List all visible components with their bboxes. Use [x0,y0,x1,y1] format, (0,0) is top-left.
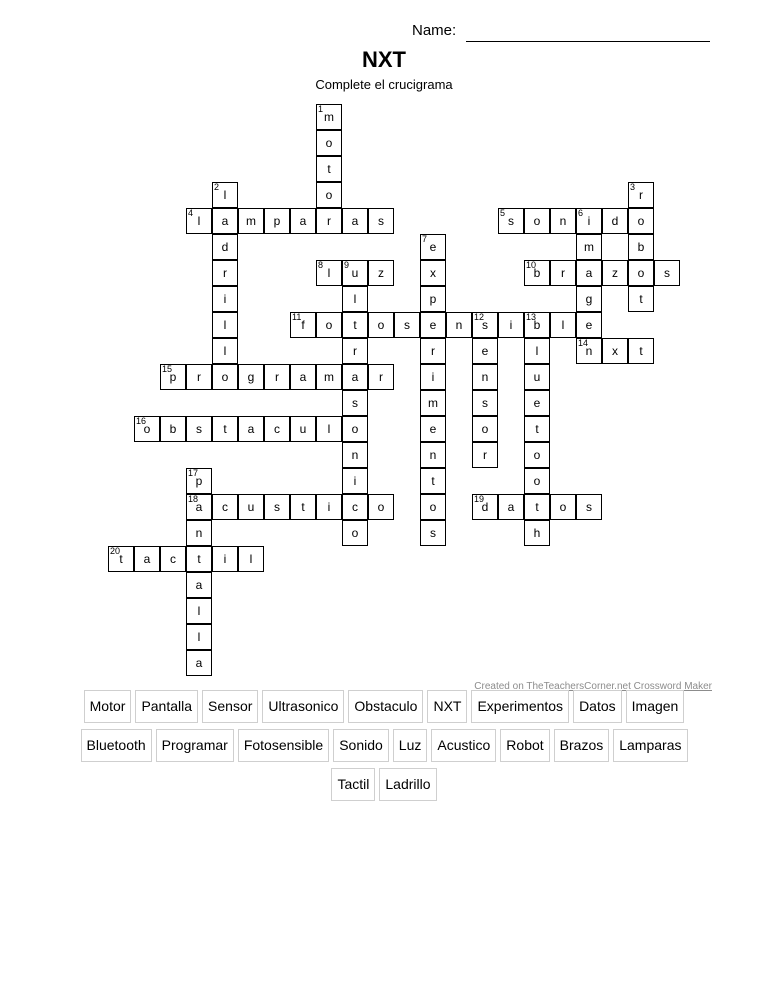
crossword-cell[interactable] [342,468,368,494]
cell-letter: o [481,422,489,436]
crossword-cell[interactable] [316,156,342,182]
crossword-cell[interactable] [186,546,212,572]
cell-letter: r [275,370,279,384]
crossword-cell[interactable] [472,364,498,390]
crossword-cell[interactable] [524,468,550,494]
word-bank-item: Tactil [331,768,375,801]
clue-number: 17 [188,468,199,478]
crossword-cell[interactable] [342,260,368,286]
cell-letter: l [197,214,201,228]
crossword-cell[interactable] [264,364,290,390]
clue-number: 6 [578,208,584,218]
word-bank-item: Pantalla [135,690,198,723]
crossword-cell[interactable] [524,390,550,416]
crossword-cell[interactable] [342,312,368,338]
cell-letter: s [664,266,670,280]
crossword-cell[interactable] [342,286,368,312]
crossword-cell[interactable] [290,494,316,520]
cell-letter: n [351,448,359,462]
crossword-cell[interactable] [290,312,316,338]
crossword-cell[interactable] [212,364,238,390]
cell-letter: n [195,526,203,540]
crossword-cell[interactable] [134,416,160,442]
crossword-cell[interactable] [628,286,654,312]
clue-number: 16 [136,416,147,426]
crossword-cell[interactable] [186,468,212,494]
clue-number: 19 [474,494,485,504]
crossword-cell[interactable] [212,182,238,208]
cell-letter: t [223,422,227,436]
cell-letter: n [585,344,593,358]
crossword-cell[interactable] [628,338,654,364]
crossword-cell[interactable] [446,312,472,338]
crossword-cell[interactable] [368,312,394,338]
cell-letter: s [482,318,488,332]
cell-letter: p [195,474,203,488]
crossword-cell[interactable] [472,494,498,520]
crossword-cell[interactable] [186,364,212,390]
cell-letter: t [327,162,331,176]
cell-letter: i [587,214,591,228]
crossword-cell[interactable] [186,416,212,442]
crossword-cell[interactable] [420,312,446,338]
crossword-cell[interactable] [238,546,264,572]
crossword-cell[interactable] [576,338,602,364]
cell-letter: e [429,422,437,436]
crossword-cell[interactable] [420,416,446,442]
clue-number: 11 [292,312,302,322]
cell-letter: o [533,448,541,462]
cell-letter: o [559,500,567,514]
cell-letter: l [223,188,227,202]
cell-letter: a [299,370,307,384]
clue-number: 4 [188,208,194,218]
crossword-cell[interactable] [472,338,498,364]
cell-letter: u [351,266,359,280]
cell-letter: a [299,214,307,228]
cell-letter: a [143,552,151,566]
crossword-cell[interactable] [212,338,238,364]
word-bank-item: Acustico [431,729,496,762]
crossword-cell[interactable] [316,182,342,208]
clue-number: 5 [500,208,506,218]
cell-letter: o [377,318,385,332]
crossword-cell[interactable] [238,416,264,442]
cell-letter: a [247,422,255,436]
crossword-cell[interactable] [212,208,238,234]
crossword-cell[interactable] [472,416,498,442]
crossword-cell[interactable] [290,208,316,234]
crossword-cell[interactable] [212,546,238,572]
cell-letter: t [639,292,643,306]
cell-letter: b [637,240,645,254]
crossword-cell[interactable] [316,104,342,130]
crossword-cell[interactable] [524,338,550,364]
crossword-cell[interactable] [160,364,186,390]
crossword-cell[interactable] [342,390,368,416]
cell-letter: a [195,500,203,514]
crossword-cell[interactable] [238,364,264,390]
cell-letter: a [585,266,593,280]
cell-letter: o [325,188,333,202]
crossword-cell[interactable] [238,208,264,234]
word-bank-item: Motor [84,690,132,723]
cell-letter: o [377,500,385,514]
cell-letter: n [559,214,567,228]
cell-letter: o [637,266,645,280]
cell-letter: a [195,656,203,670]
cell-letter: m [584,240,594,254]
clue-number: 13 [526,312,537,322]
crossword-cell[interactable] [368,494,394,520]
crossword-cell[interactable] [628,182,654,208]
crossword-cell[interactable] [316,416,342,442]
cell-letter: c [274,422,280,436]
crossword-cell[interactable] [472,312,498,338]
crossword-cell[interactable] [524,312,550,338]
clue-number: 9 [344,260,350,270]
cell-letter: a [351,370,359,384]
cell-letter: u [533,370,541,384]
page-title: NXT [362,47,406,72]
credit-prefix: Created on [474,681,527,692]
crossword-cell[interactable] [420,494,446,520]
cell-letter: l [353,292,357,306]
crossword-cell[interactable] [498,494,524,520]
cell-letter: a [221,214,229,228]
cell-letter: r [431,344,435,358]
crossword-cell[interactable] [524,260,550,286]
cell-letter: g [247,370,255,384]
cell-letter: o [351,526,359,540]
cell-letter: s [404,318,410,332]
cell-letter: o [533,214,541,228]
crossword-cell[interactable] [550,208,576,234]
cell-letter: z [378,266,384,280]
cell-letter: s [430,526,436,540]
cell-letter: t [197,552,201,566]
cell-letter: x [430,266,436,280]
cell-letter: l [561,318,565,332]
word-bank-item: Luz [393,729,428,762]
crossword-cell[interactable] [472,442,498,468]
cell-letter: r [561,266,565,280]
cell-letter: l [327,422,331,436]
crossword-cell[interactable] [290,364,316,390]
crossword-cell[interactable] [602,260,628,286]
cell-letter: o [533,474,541,488]
cell-letter: u [247,500,255,514]
cell-letter: o [325,318,333,332]
cell-letter: p [169,370,177,384]
cell-letter: t [535,422,539,436]
crossword-cell[interactable] [420,234,446,260]
cell-letter: s [352,396,358,410]
crossword-cell[interactable] [602,208,628,234]
crossword-cell[interactable] [420,286,446,312]
crossword-cell[interactable] [264,494,290,520]
crossword-cell[interactable] [420,338,446,364]
crossword-cell[interactable] [420,260,446,286]
cell-letter: b [533,318,541,332]
cell-letter: i [353,474,357,488]
clue-number: 8 [318,260,324,270]
crossword-cell[interactable] [550,494,576,520]
cell-letter: a [507,500,515,514]
crossword-cell[interactable] [238,494,264,520]
crossword-cell[interactable] [576,286,602,312]
word-bank-row [54,768,714,801]
crossword-cell[interactable] [316,208,342,234]
cell-letter: d [611,214,619,228]
crossword-cell[interactable] [628,234,654,260]
crossword-cell[interactable] [498,312,524,338]
clue-number: 20 [110,546,121,556]
cell-letter: t [431,474,435,488]
crossword-cell[interactable] [628,260,654,286]
crossword-cell[interactable] [186,520,212,546]
cell-letter: m [246,214,256,228]
cell-letter: o [325,136,333,150]
word-bank-item: Bluetooth [81,729,152,762]
cell-letter: i [431,370,435,384]
word-bank-row [54,729,714,762]
word-bank-item: Fotosensible [238,729,329,762]
cell-letter: r [483,448,487,462]
cell-letter: b [533,266,541,280]
crossword-cell[interactable] [186,598,212,624]
cell-letter: i [223,292,227,306]
cell-letter: i [223,552,227,566]
cell-letter: s [378,214,384,228]
crossword-cell[interactable] [212,286,238,312]
cell-letter: l [249,552,253,566]
crossword-cell[interactable] [212,312,238,338]
clue-number: 14 [578,338,589,348]
credit-link[interactable]: TheTeachersCorner.net Crossword Maker [526,681,712,692]
crossword-cell[interactable] [316,494,342,520]
crossword-cell[interactable] [550,312,576,338]
crossword-cell[interactable] [368,208,394,234]
crossword-cell[interactable] [316,364,342,390]
crossword-cell[interactable] [524,520,550,546]
crossword-cell[interactable] [342,442,368,468]
cell-letter: d [221,240,229,254]
word-bank-item: Sensor [202,690,258,723]
crossword-cell[interactable] [186,494,212,520]
cell-letter: m [324,370,334,384]
cell-letter: o [143,422,151,436]
word-bank-item: Lamparas [613,729,687,762]
clue-number: 2 [214,182,220,192]
crossword-cell[interactable] [212,416,238,442]
cell-letter: r [327,214,331,228]
name-label: Name: [412,22,457,39]
cell-letter: h [533,526,541,540]
cell-letter: o [429,500,437,514]
cell-letter: e [481,344,489,358]
crossword-cell[interactable] [420,468,446,494]
cell-letter: u [299,422,307,436]
cell-letter: d [481,500,489,514]
crossword-cell[interactable] [108,546,134,572]
crossword-cell[interactable] [576,312,602,338]
crossword-cell[interactable] [316,130,342,156]
crossword-cell[interactable] [134,546,160,572]
cell-letter: x [612,344,618,358]
clue-number: 12 [474,312,485,322]
cell-letter: z [612,266,618,280]
cell-letter: t [639,344,643,358]
crossword-cell[interactable] [316,260,342,286]
crossword-cell[interactable] [524,208,550,234]
crossword-cell[interactable] [186,572,212,598]
word-bank-item: Sonido [333,729,389,762]
cell-letter: c [352,500,358,514]
cell-letter: t [301,500,305,514]
page-subtitle: Complete el crucigrama [315,77,453,92]
crossword-cell[interactable] [212,494,238,520]
cell-letter: b [169,422,177,436]
word-bank-item: Brazos [554,729,610,762]
cell-letter: f [301,318,305,332]
word-bank-item: Datos [573,690,622,723]
cell-letter: o [637,214,645,228]
crossword-cell[interactable] [576,234,602,260]
cell-letter: n [481,370,489,384]
cell-letter: r [639,188,643,202]
cell-letter: r [197,370,201,384]
clue-number: 3 [630,182,636,192]
cell-letter: o [221,370,229,384]
crossword-cell[interactable] [316,312,342,338]
crossword-cell[interactable] [524,364,550,390]
crossword-cell[interactable] [342,208,368,234]
clue-number: 1 [318,104,324,114]
cell-letter: g [585,292,593,306]
cell-letter: n [455,318,463,332]
cell-letter: m [324,110,334,124]
crossword-cell[interactable] [342,520,368,546]
cell-letter: r [223,266,227,280]
word-bank-item: Experimentos [471,690,569,723]
cell-letter: s [196,422,202,436]
crossword-cell[interactable] [524,442,550,468]
crossword-cell[interactable] [368,364,394,390]
cell-letter: i [509,318,513,332]
crossword-cell[interactable] [186,624,212,650]
cell-letter: s [586,500,592,514]
crossword-cell[interactable] [628,208,654,234]
cell-letter: l [327,266,331,280]
crossword-cell[interactable] [524,494,550,520]
word-bank [54,690,714,807]
crossword-cell[interactable] [160,546,186,572]
crossword-cell[interactable] [394,312,420,338]
cell-letter: p [429,292,437,306]
clue-number: 15 [162,364,173,374]
word-bank-item: NXT [427,690,467,723]
cell-letter: m [428,396,438,410]
crossword-cell[interactable] [342,416,368,442]
cell-letter: a [195,578,203,592]
crossword-cell[interactable] [576,208,602,234]
crossword-cell[interactable] [342,364,368,390]
cell-letter: c [222,500,228,514]
crossword-cell[interactable] [342,338,368,364]
word-bank-item: Ladrillo [379,768,436,801]
cell-letter: l [535,344,539,358]
crossword-cell[interactable] [576,260,602,286]
crossword-cell[interactable] [420,364,446,390]
cell-letter: l [223,344,227,358]
word-bank-item: Programar [156,729,234,762]
word-bank-item: Imagen [626,690,685,723]
cell-letter: e [533,396,541,410]
cell-letter: l [197,604,201,618]
word-bank-item: Obstaculo [348,690,423,723]
cell-letter: t [535,500,539,514]
crossword-cell[interactable] [212,234,238,260]
crossword-cell[interactable] [576,494,602,520]
word-bank-row [54,690,714,723]
cell-letter: o [351,422,359,436]
cell-letter: r [353,344,357,358]
crossword-cell[interactable] [420,442,446,468]
crossword-cell[interactable] [264,416,290,442]
cell-letter: e [585,318,593,332]
cell-letter: a [351,214,359,228]
word-bank-item: Robot [500,729,549,762]
clue-number: 10 [526,260,537,270]
cell-letter: l [223,318,227,332]
cell-letter: l [197,630,201,644]
crossword-cell[interactable] [342,494,368,520]
word-bank-item: Ultrasonico [262,690,344,723]
clue-number: 7 [422,234,428,244]
cell-letter: t [119,552,123,566]
cell-letter: s [482,396,488,410]
crossword-cell[interactable] [290,416,316,442]
crossword-cell[interactable] [472,390,498,416]
crossword-cell[interactable] [264,208,290,234]
crossword-cell[interactable] [550,260,576,286]
cell-letter: s [508,214,514,228]
cell-letter: p [273,214,281,228]
crossword-cell[interactable] [420,520,446,546]
crossword-cell[interactable] [498,208,524,234]
crossword-cell[interactable] [212,260,238,286]
crossword-cell[interactable] [186,208,212,234]
crossword-cell[interactable] [602,338,628,364]
crossword-cell[interactable] [368,260,394,286]
cell-letter: r [379,370,383,384]
crossword-cell[interactable] [420,390,446,416]
cell-letter: c [170,552,176,566]
cell-letter: i [327,500,331,514]
cell-letter: e [429,240,437,254]
crossword-cell[interactable] [524,416,550,442]
crossword-cell[interactable] [654,260,680,286]
clue-number: 18 [188,494,199,504]
cell-letter: e [429,318,437,332]
crossword-cell[interactable] [160,416,186,442]
crossword-cell[interactable] [186,650,212,676]
cell-letter: n [429,448,437,462]
cell-letter: s [274,500,280,514]
cell-letter: t [353,318,357,332]
